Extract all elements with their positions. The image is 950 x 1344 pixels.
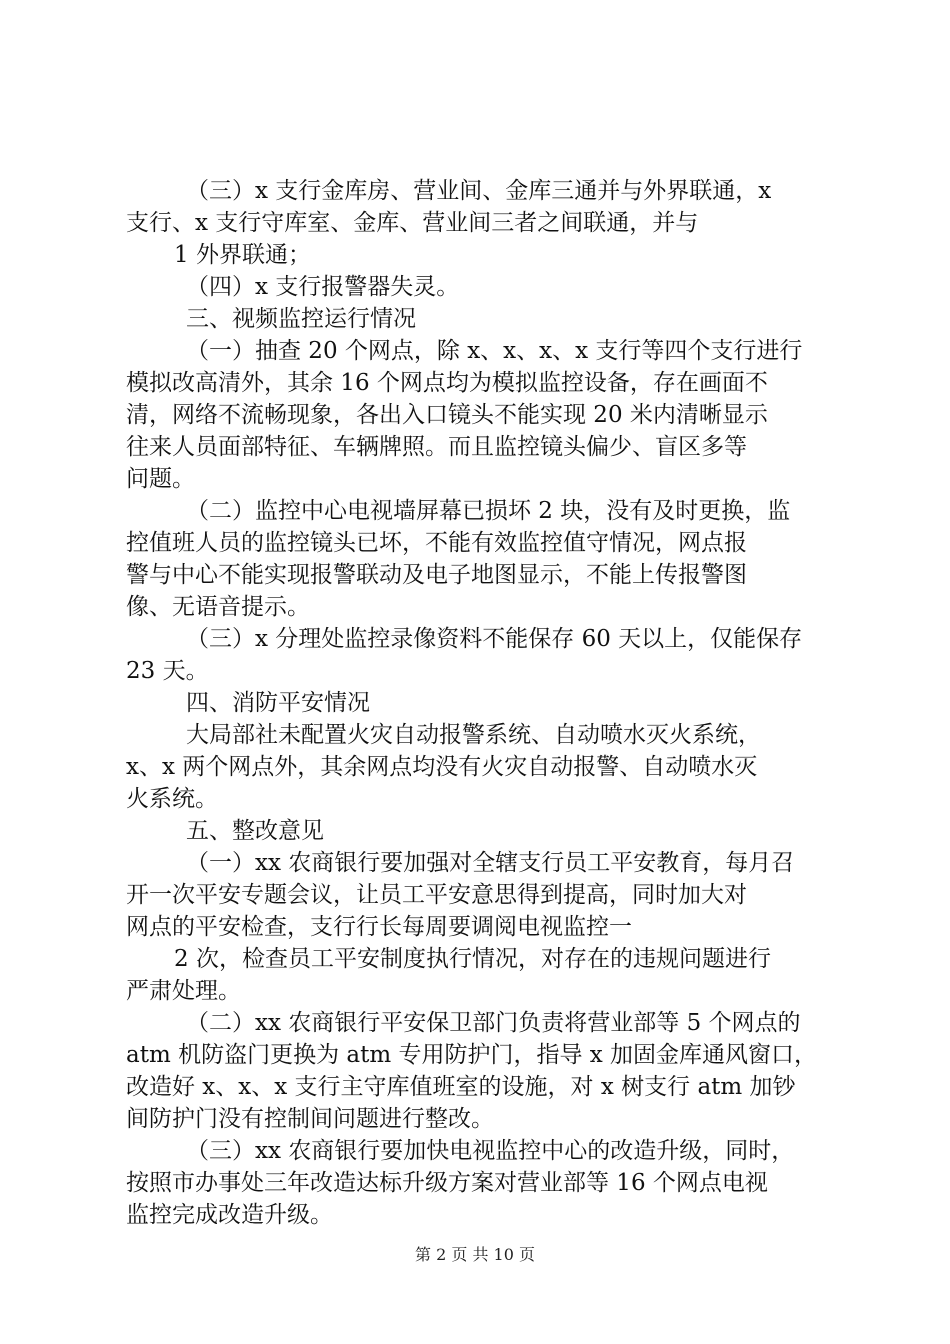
- text-line: （一）xx 农商银行要加强对全辖支行员工平安教育，每月召: [186, 850, 795, 876]
- text-line: 像、无语音提示。: [126, 594, 310, 620]
- text-line: 改造好 x、x、x 支行主守库值班室的设施，对 x 树支行 atm 加钞: [126, 1074, 796, 1100]
- text-line: 严肃处理。: [126, 978, 241, 1004]
- text-line: 间防护门没有控制间问题进行整改。: [126, 1106, 494, 1132]
- text-line: 开一次平安专题会议，让员工平安意思得到提高，同时加大对: [126, 882, 747, 908]
- text-line: （三）xx 农商银行要加快电视监控中心的改造升级，同时，: [186, 1138, 795, 1164]
- text-line: 2 次，检查员工平安制度执行情况，对存在的违规问题进行: [174, 946, 771, 972]
- text-line: 23 天。: [126, 658, 209, 684]
- text-line: 清，网络不流畅现象，各出入口镜头不能实现 20 米内清晰显示: [126, 402, 768, 428]
- text-line: （二）xx 农商银行平安保卫部门负责将营业部等 5 个网点的: [186, 1010, 801, 1036]
- text-line: 五、整改意见: [186, 818, 324, 844]
- text-line: 火系统。: [126, 786, 218, 812]
- text-line: 大局部社未配置火灾自动报警系统、自动喷水灭火系统，: [186, 722, 761, 748]
- text-line: 往来人员面部特征、车辆牌照。而且监控镜头偏少、盲区多等: [126, 434, 747, 460]
- text-line: 1 外界联通；: [174, 242, 311, 268]
- text-line: 支行、x 支行守库室、金库、营业间三者之间联通，并与: [126, 210, 699, 236]
- text-line: （一）抽查 20 个网点，除 x、x、x、x 支行等四个支行进行: [186, 338, 803, 364]
- text-line: 模拟改高清外，其余 16 个网点均为模拟监控设备，存在画面不: [126, 370, 768, 396]
- document-body: [126, 175, 836, 1231]
- page-footer: 第 2 页 共 10 页: [415, 1245, 535, 1264]
- text-line: 网点的平安检查，支行行长每周要调阅电视监控一: [126, 914, 632, 940]
- text-line: 按照市办事处三年改造达标升级方案对营业部等 16 个网点电视: [126, 1170, 768, 1196]
- text-line: 控值班人员的监控镜头已坏，不能有效监控值守情况，网点报: [126, 530, 747, 556]
- text-line: （四）x 支行报警器失灵。: [186, 274, 460, 300]
- text-line: x、x 两个网点外，其余网点均没有火灾自动报警、自动喷水灭: [126, 754, 758, 780]
- text-line: （三）x 支行金库房、营业间、金库三通并与外界联通，x: [186, 178, 772, 204]
- text-line: 问题。: [126, 466, 195, 492]
- text-line: 四、消防平安情况: [186, 690, 370, 716]
- text-line: （二）监控中心电视墙屏幕已损坏 2 块，没有及时更换，监: [186, 498, 791, 524]
- text-line: 警与中心不能实现报警联动及电子地图显示，不能上传报警图: [126, 562, 747, 588]
- text-line: atm 机防盗门更换为 atm 专用防护门，指导 x 加固金库通风窗口，: [126, 1042, 818, 1068]
- text-line: 监控完成改造升级。: [126, 1202, 333, 1228]
- text-line: （三）x 分理处监控录像资料不能保存 60 天以上，仅能保存: [186, 626, 803, 652]
- text-line: 三、视频监控运行情况: [186, 306, 416, 332]
